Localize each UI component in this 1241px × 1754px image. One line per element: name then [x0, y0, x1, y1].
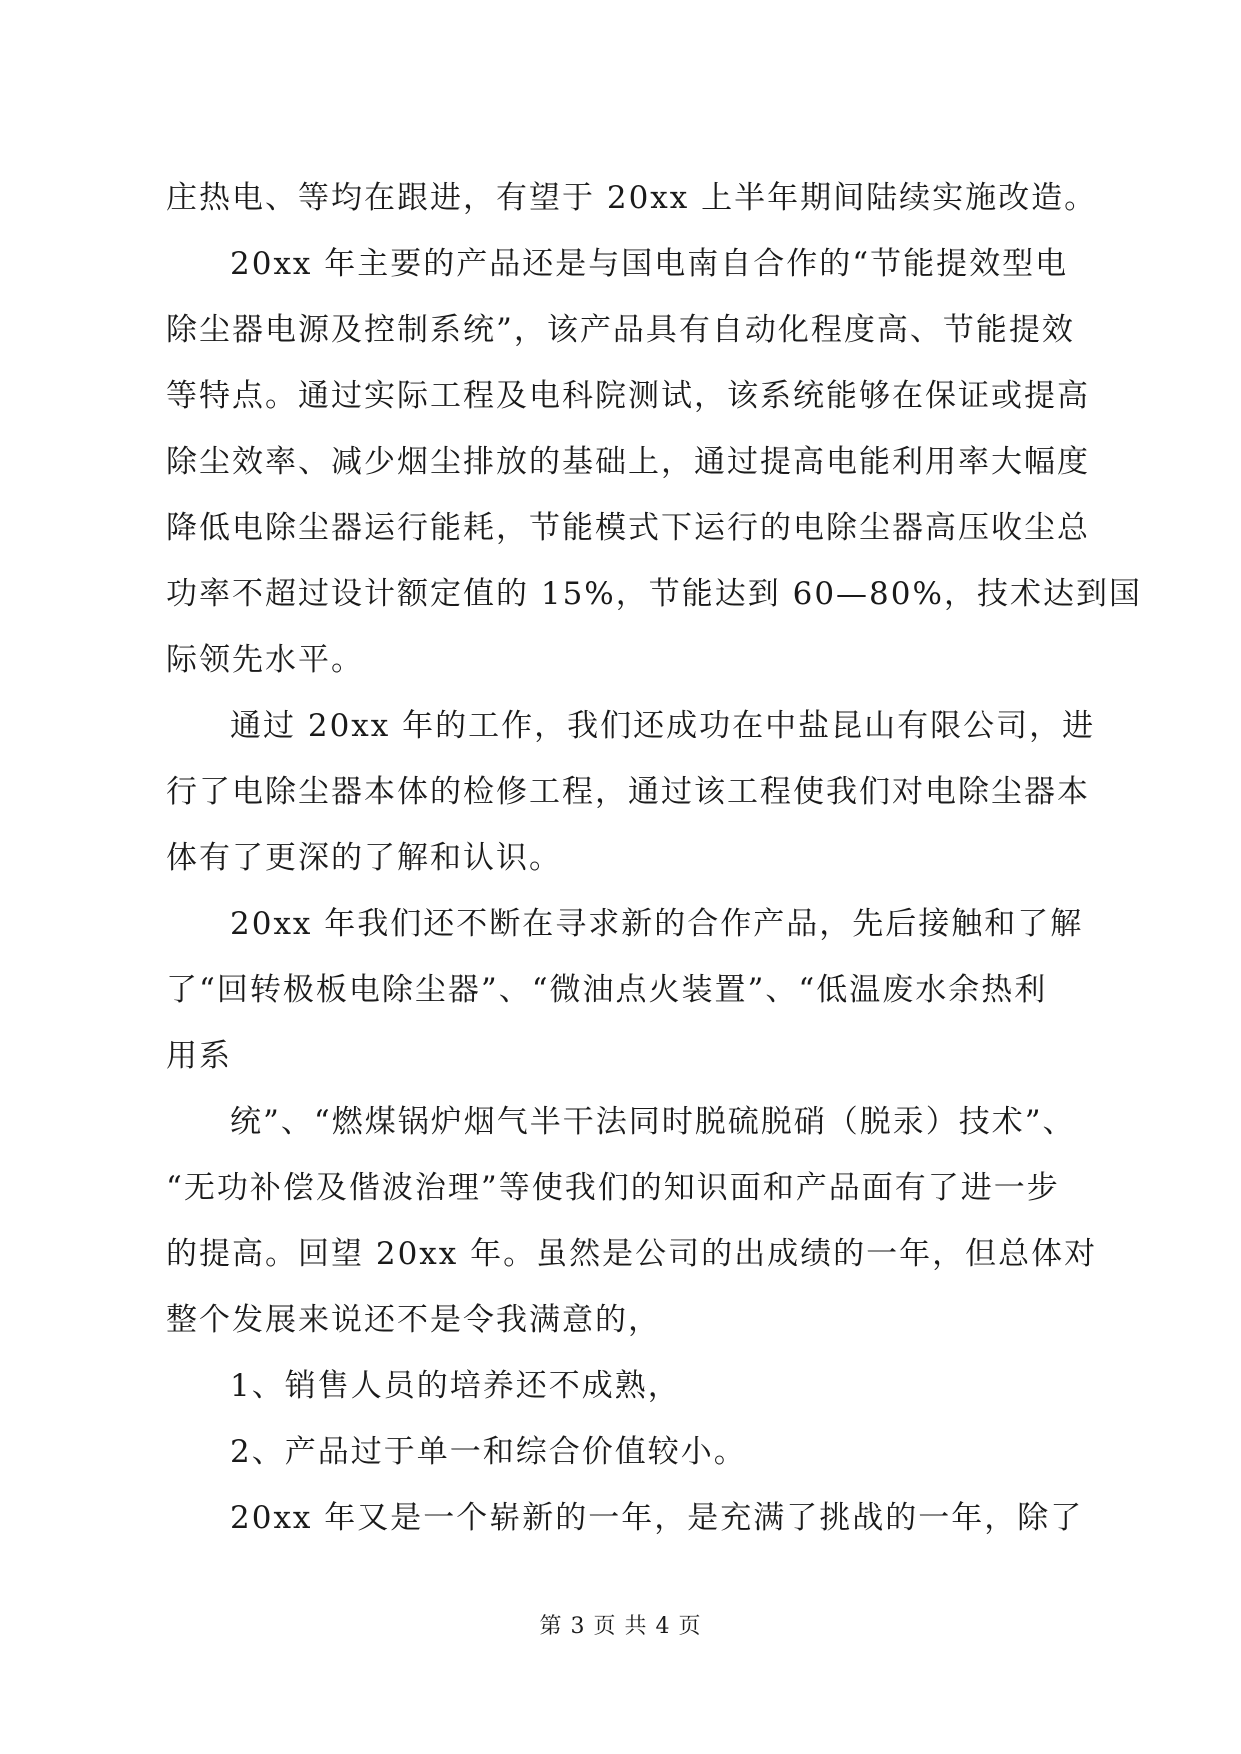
- page-footer: 第 3 页 共 4 页: [539, 1614, 702, 1639]
- text-line: 用系: [166, 1038, 232, 1074]
- text-line: 行了电除尘器本体的检修工程，通过该工程使我们对电除尘器本: [166, 774, 1090, 810]
- text-line: 体有了更深的了解和认识。: [166, 840, 562, 876]
- text-line: 庄热电、等均在跟进，有望于 20xx 上半年期间陆续实施改造。: [166, 180, 1098, 216]
- text-line: 等特点。通过实际工程及电科院测试，该系统能够在保证或提高: [166, 378, 1090, 414]
- text-line: 20xx 年主要的产品还是与国电南自合作的“节能提效型电: [230, 246, 1069, 282]
- text-line: 20xx 年又是一个崭新的一年，是充满了挑战的一年，除了: [230, 1500, 1084, 1536]
- text-line: 统”、“燃煤锅炉烟气半干法同时脱硫脱硝（脱汞）技术”、: [230, 1104, 1076, 1140]
- text-line: 2、产品过于单一和综合价值较小。: [230, 1434, 747, 1470]
- body-text: [166, 165, 1142, 1551]
- text-line: 的提高。回望 20xx 年。虽然是公司的出成绩的一年，但总体对: [166, 1236, 1098, 1272]
- text-line: 20xx 年我们还不断在寻求新的合作产品，先后接触和了解: [230, 906, 1084, 942]
- text-line: 1、销售人员的培养还不成熟，: [230, 1368, 681, 1404]
- text-line: 际领先水平。: [166, 642, 364, 678]
- text-line: 降低电除尘器运行能耗，节能模式下运行的电除尘器高压收尘总: [166, 510, 1090, 546]
- text-line: 功率不超过设计额定值的 15%，节能达到 60—80%，技术达到国: [166, 576, 1142, 612]
- text-line: 除尘器电源及控制系统”，该产品具有自动化程度高、节能提效: [166, 312, 1075, 348]
- text-line: 通过 20xx 年的工作，我们还成功在中盐昆山有限公司，进: [230, 708, 1096, 744]
- text-line: “无功补偿及偕波治理”等使我们的知识面和产品面有了进一步: [166, 1170, 1060, 1206]
- text-line: 整个发展来说还不是令我满意的，: [166, 1302, 661, 1338]
- text-line: 除尘效率、减少烟尘排放的基础上，通过提高电能利用率大幅度: [166, 444, 1090, 480]
- text-line: 了“回转极板电除尘器”、“微油点火装置”、“低温废水余热利: [166, 972, 1048, 1008]
